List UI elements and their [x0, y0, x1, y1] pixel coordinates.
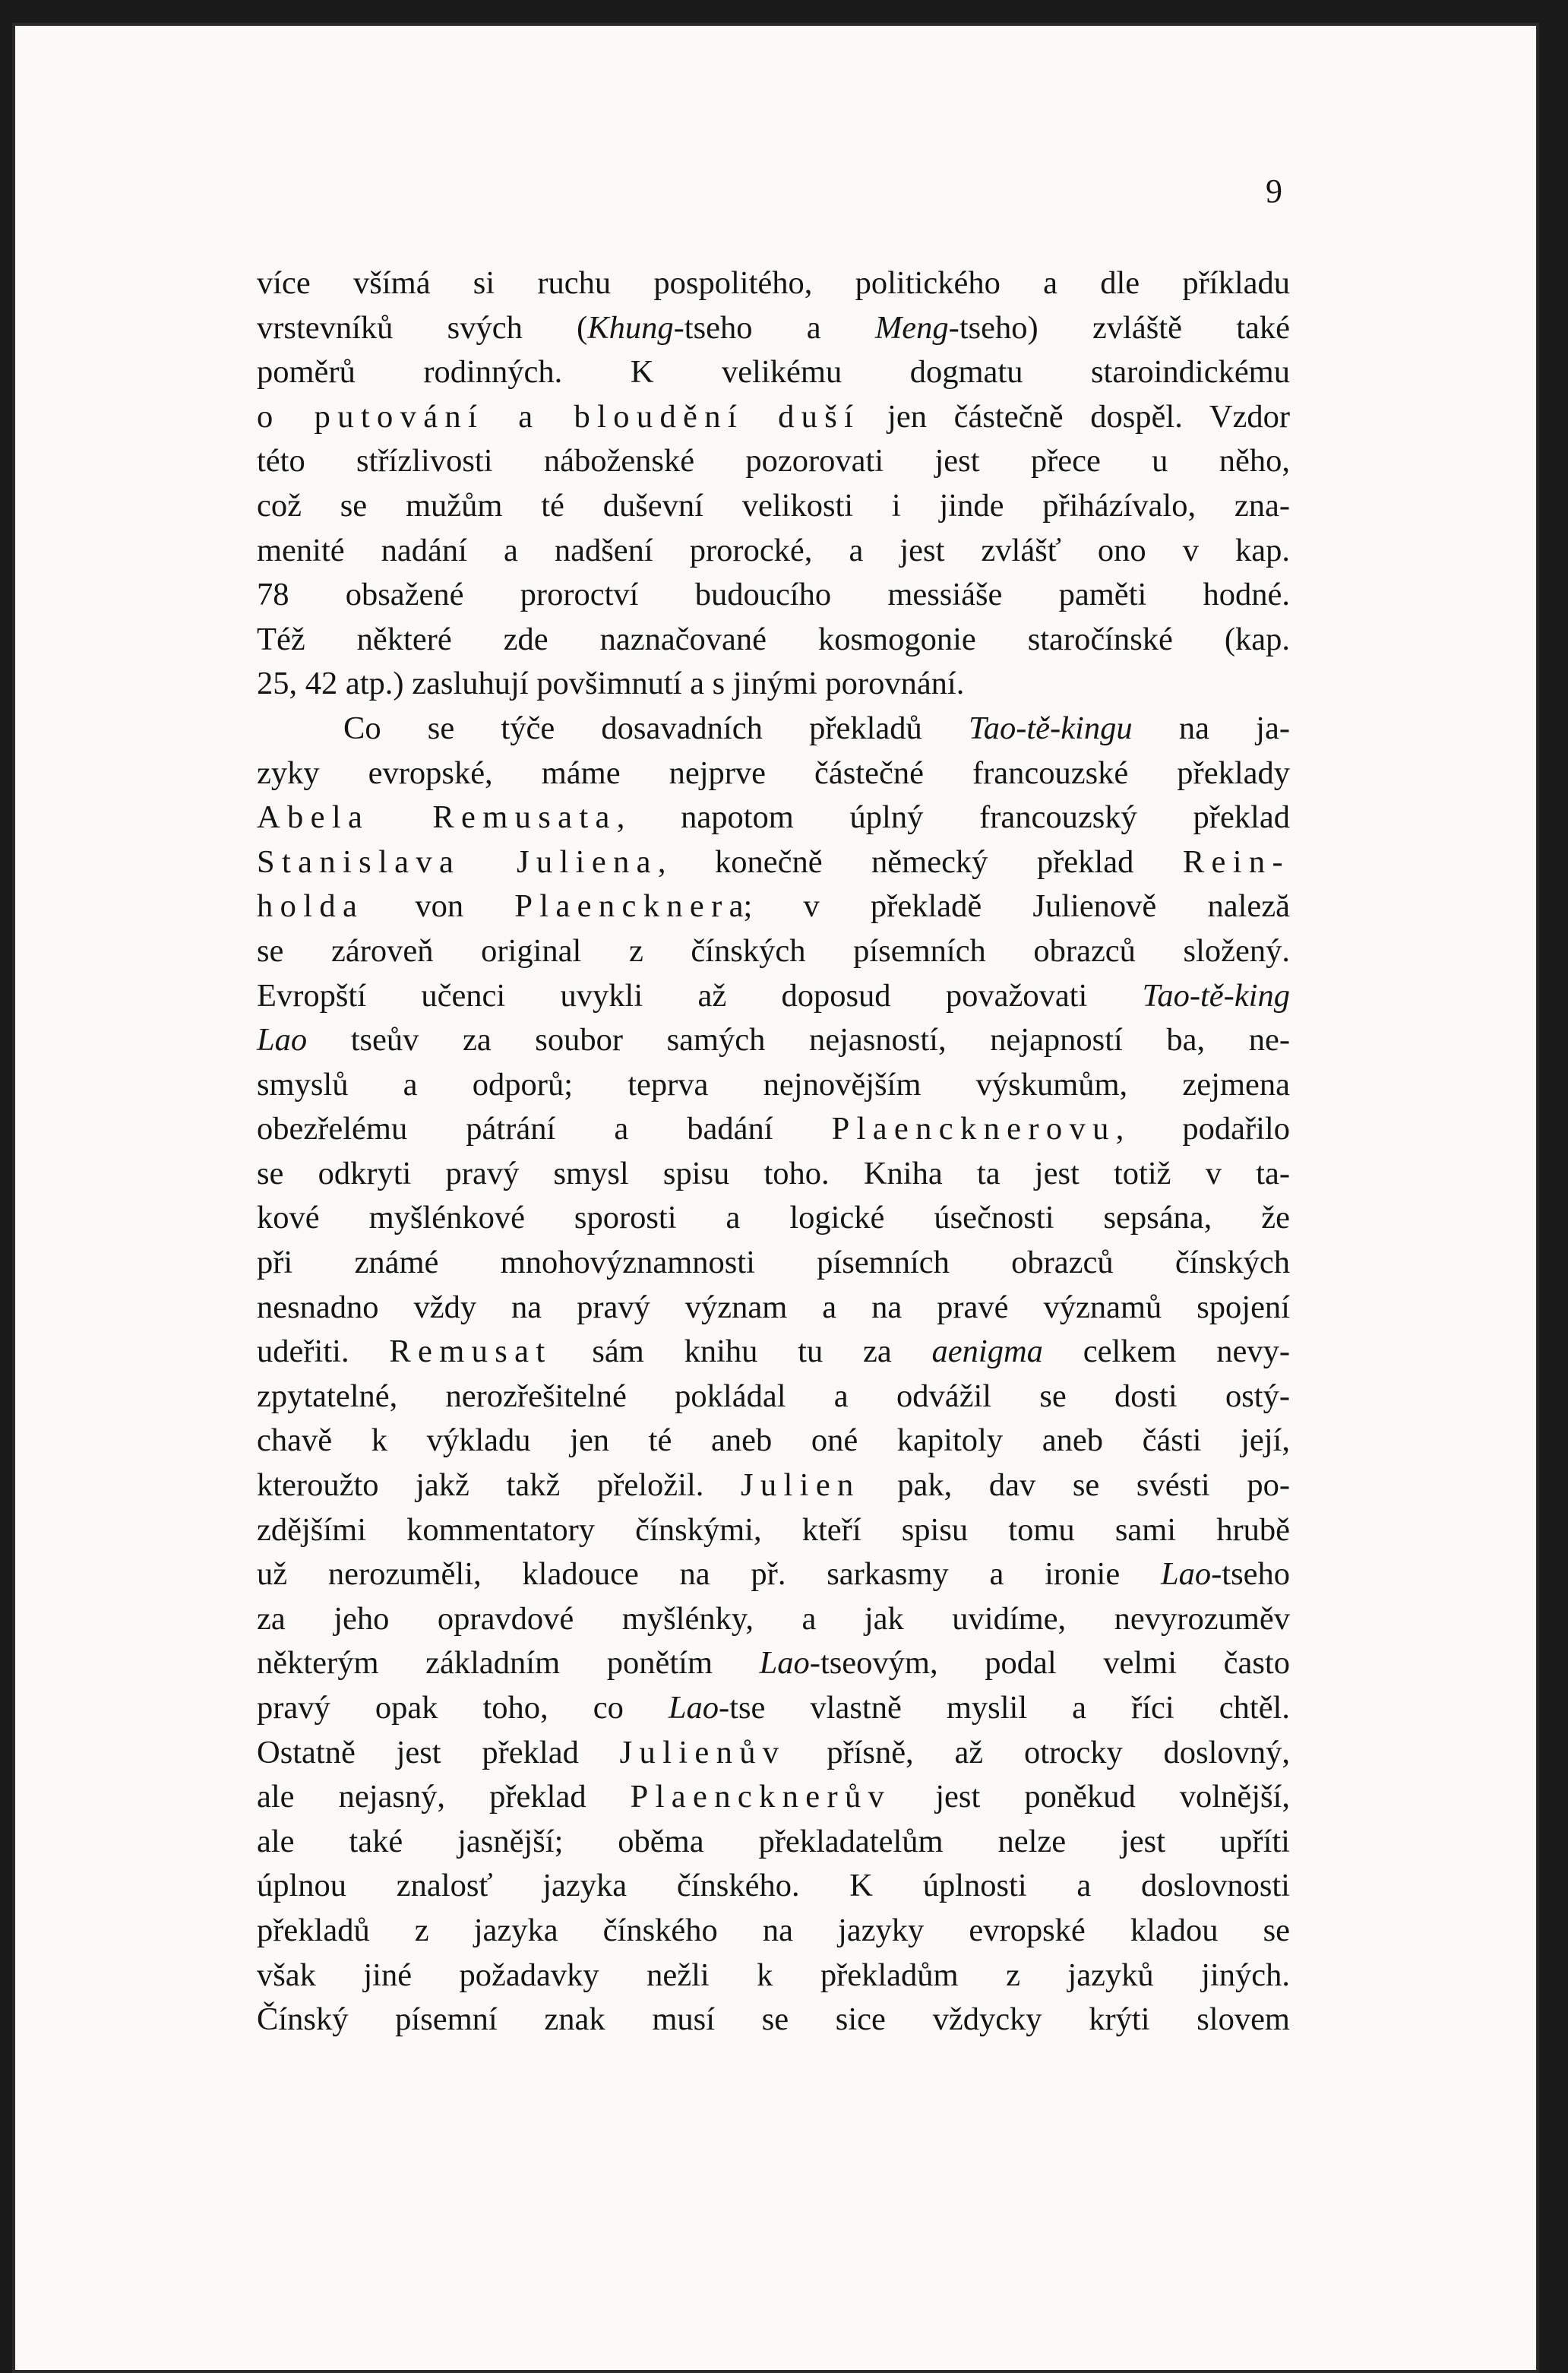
text-line: kteroužto jakž takž přeložil. Julien pak, dav se svésti po- [257, 1467, 1290, 1504]
text-line: této střízlivosti náboženské pozorovati jest přece u něho, [257, 443, 1290, 479]
text-line: Ostatně jest překlad Julienův přísně, až otrocky doslovný, [257, 1734, 1291, 1770]
book-page [12, 23, 1539, 2373]
text-line: o putování a bloudění duší jen částečně dospěl. Vzdor [257, 398, 1290, 435]
text-line: holda von Plaencknera; v překladě Julienově naleză [257, 888, 1291, 925]
page-number: 9 [1266, 172, 1282, 210]
text-line: Též některé zde naznačované kosmogonie staročínské (kap. [257, 621, 1290, 657]
text-line: za jeho opravdové myšlénky, a jak uvidíme, nevyrozuměv [257, 1600, 1290, 1637]
text-line: Evropští učenci uvykli až doposud považovati Tao-tě-king [257, 977, 1290, 1014]
text-line: Lao tseův za soubor samých nejasností, nejapností ba, ne- [257, 1022, 1290, 1058]
text-line: překladů z jazyka čínského na jazyky evropské kladou se [257, 1912, 1290, 1948]
text-line: se zároveň original z čínských písemních obrazců složený. [257, 932, 1290, 969]
text-line: se odkryti pravý smysl spisu toho. Kniha ta jest totiž v ta- [257, 1155, 1290, 1191]
text-line: poměrů rodinných. K velikému dogmatu staroindickému [257, 354, 1290, 391]
text-line: což se mužům té duševní velikosti i jinde přiházívalo, zna- [257, 487, 1290, 524]
text-line: obezřelému pátrání a badání Plaencknerovu, podařilo [257, 1111, 1290, 1147]
text-line: Abela Remusata, napotom úplný francouzský překlad [257, 799, 1290, 836]
text-line: některým základním ponětím Lao-tseovým, podal velmi často [257, 1645, 1290, 1682]
text-line: ale také jasnější; oběma překladatelům nelze jest upříti [257, 1823, 1290, 1859]
text-line: více všímá si ruchu pospolitého, politického a dle příkladu [257, 265, 1290, 301]
text-line: chavě k výkladu jen té aneb oné kapitoly aneb části její, [257, 1422, 1290, 1459]
text-line: zpytatelné, nerozřešitelné pokládal a odvážil se dosti ostý- [257, 1378, 1290, 1414]
body-text [257, 261, 1290, 2042]
text-line: úplnou znalosť jazyka čínského. K úplnosti a doslovnosti [257, 1868, 1290, 1904]
text-line: Co se týče dosavadních překladů Tao-tě-kingu na ja- [343, 710, 1290, 746]
text-line: kové myšlénkové sporosti a logické úsečnosti sepsána, že [257, 1200, 1290, 1236]
text-line: 78 obsažené proroctví budoucího messiáše paměti hodné. [257, 577, 1290, 613]
text-line: při známé mnohovýznamnosti písemních obrazců čínských [257, 1245, 1290, 1281]
text-line: zdějšími kommentatory čínskými, kteří spisu tomu sami hrubě [257, 1511, 1290, 1548]
text-line: však jiné požadavky nežli k překladům z jazyků jiných. [257, 1957, 1290, 1993]
text-line: 25, 42 atp.) zasluhují povšimnutí a s jinými porovnání. [257, 666, 965, 702]
text-line: ale nejasný, překlad Plaencknerův jest poněkud volnější, [257, 1779, 1290, 1815]
text-line: vrstevníků svých (Khung-tseho a Meng-tseho) zvláště také [257, 309, 1290, 346]
text-line: pravý opak toho, co Lao-tse vlastně myslil a říci chtěl. [257, 1690, 1290, 1726]
text-line: zyky evropské, máme nejprve částečné francouzské překlady [257, 755, 1290, 791]
text-line: už nerozuměli, kladouce na př. sarkasmy a ironie Lao-tseho [257, 1556, 1290, 1593]
text-line: smyslů a odporů; teprva nejnovějším výskumům, zejmena [257, 1066, 1290, 1103]
text-line: Stanislava Juliena, konečně německý překlad Rein- [257, 843, 1290, 880]
text-line: udeřiti. Remusat sám knihu tu za aenigma celkem nevy- [257, 1334, 1290, 1370]
text-line: menité nadání a nadšení prorocké, a jest zvlášť ono v kap. [257, 532, 1290, 568]
text-line: Čínský písemní znak musí se sice vždycky krýti slovem [257, 2001, 1290, 2038]
text-line: nesnadno vždy na pravý význam a na pravé významů spojení [257, 1289, 1290, 1325]
